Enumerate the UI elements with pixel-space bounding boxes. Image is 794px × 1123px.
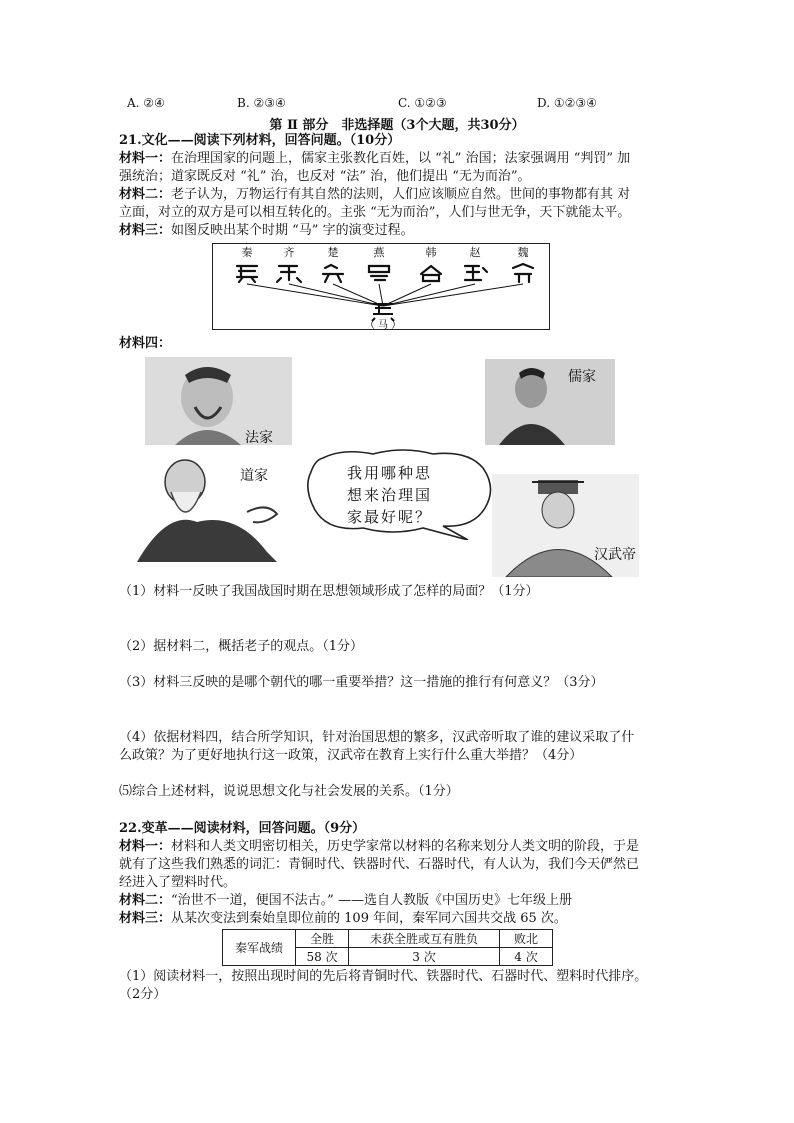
q21-material2-line2: 立面，对立的双方是可以相互转化的。主张 “无为而治”，人们与世无争，天下就能太平。	[119, 205, 631, 220]
convergence-lines	[247, 284, 523, 306]
material-text: “治世不一道，便国不法古。” ——选自人教版《中国历史》七年级上册	[171, 893, 572, 908]
material-text: 如图反映出某个时期 “马” 字的演变过程。	[171, 223, 414, 238]
bubble-line: 我用哪种思	[347, 464, 433, 482]
q22-material1-line1	[119, 838, 639, 856]
caption-daojia: 道家	[240, 468, 268, 484]
bubble-line: 想来治理国	[347, 486, 433, 504]
horse-caption: （ 马 ）	[364, 320, 402, 329]
material-label: 材料一：	[119, 151, 172, 166]
table-header-cell: 全胜	[296, 930, 349, 948]
material-label: 材料三：	[119, 911, 172, 926]
q21-sub5: ⑸综合上述材料，说说思想文化与社会发展的关系。（1分）	[119, 784, 459, 799]
material-label: 材料三：	[119, 223, 172, 238]
state-label: 齐	[283, 246, 295, 259]
q21-sub4-line2: 么政策？为了更好地执行这一政策，汉武帝在教育上实行什么重大举措？（4分）	[119, 748, 583, 763]
material-text: 老子认为，万物运行有其自然的法则，人们应该顺应自然。世间的事物都有其 对	[171, 187, 631, 202]
q22-material3	[119, 910, 567, 928]
q21-material3	[119, 222, 414, 240]
bubble-line: 家最好呢？	[347, 508, 433, 526]
q22-material1-line2: 就有了这些我们熟悉的词汇：青铜时代、铁器时代、石器时代，有人认为，我们今天俨然已	[119, 857, 640, 872]
table-cell: 58 次	[296, 948, 349, 966]
material-label: 材料一：	[119, 839, 172, 854]
q22-heading: 22.变革——阅读材料，回答问题。（9分）	[119, 821, 366, 836]
state-label: 楚	[327, 246, 339, 259]
bubble-text	[347, 462, 432, 528]
horse-evolution-diagram	[213, 244, 549, 329]
material-text: 在治理国家的问题上，儒家主张教化百姓，以 “礼” 治国；法家强调用 “判罚” 加	[171, 151, 631, 166]
table-row	[223, 930, 553, 948]
material-text: 材料和人类文明密切相关，历史学家常以材料的名称来划分人类文明的阶段，于是	[171, 839, 640, 854]
part2-title: 第 Ⅱ 部分 非选择题（3个大题，共30分）	[269, 118, 525, 133]
table-cell: 4 次	[500, 948, 553, 966]
q21-sub2: （2）据材料二，概括老子的观点。（1分）	[119, 639, 364, 654]
table-header-cell: 未获全胜或互有胜负	[349, 930, 500, 948]
unified-horse-glyph	[372, 304, 394, 321]
q21-heading: 21.文化——阅读下列材料，回答问题。（10分）	[119, 133, 401, 148]
speech-bubble	[303, 448, 497, 540]
table-row-header: 秦军战绩	[223, 930, 296, 966]
option-b: B. ②③④	[237, 96, 286, 110]
horse-character-figure	[212, 243, 550, 330]
caption-rujia: 儒家	[568, 369, 596, 385]
q21-material1-line2: 强统治；道家既反对 “礼” 治，也反对 “法” 治，他们提出 “无为而治”。	[119, 169, 531, 184]
q21-material4-label: 材料四：	[119, 336, 172, 351]
state-label: 燕	[373, 246, 385, 259]
caption-hanwudi: 汉武帝	[594, 547, 636, 563]
ancient-horse-glyphs	[237, 264, 533, 282]
table-header-cell: 败北	[500, 930, 553, 948]
q21-material1-line1	[119, 150, 630, 168]
q22-material1-line3: 经进入了塑料时代。	[119, 875, 237, 890]
state-label: 魏	[517, 246, 529, 259]
q21-sub3: （3）材料三反映的是哪个朝代的哪一重要举措？这一措施的推行有何意义？（3分）	[119, 675, 604, 690]
state-label: 秦	[241, 246, 253, 259]
material-label: 材料二：	[119, 187, 172, 202]
option-d: D. ①②③④	[537, 96, 597, 110]
material-label: 材料二：	[119, 893, 172, 908]
q21-sub1: （1）材料一反映了我国战国时期在思想领域形成了怎样的局面？（1分）	[119, 584, 539, 599]
state-label: 赵	[469, 246, 481, 259]
qin-war-record-table	[222, 929, 553, 966]
state-label: 韩	[425, 246, 437, 259]
option-a: A. ②④	[127, 96, 165, 110]
q21-sub4-line1: （4）依据材料四，结合所学知识，针对治国思想的繁多，汉武帝听取了谁的建议采取了什	[119, 730, 635, 745]
q22-sub1-line1: （1）阅读材料一，按照出现时间的先后将青铜时代、铁器时代、石器时代、塑料时代排序。	[119, 969, 648, 984]
q22-sub1-line2: （2分）	[119, 987, 167, 1002]
material-text: 从某次变法到秦始皇即位前的 109 年间，秦军同六国共交战 65 次。	[171, 911, 567, 926]
caption-fajia: 法家	[245, 430, 273, 446]
option-c: C. ①②③	[398, 96, 447, 110]
q21-material2-line1	[119, 186, 630, 204]
q22-material2	[119, 892, 572, 910]
table-cell: 3 次	[349, 948, 500, 966]
